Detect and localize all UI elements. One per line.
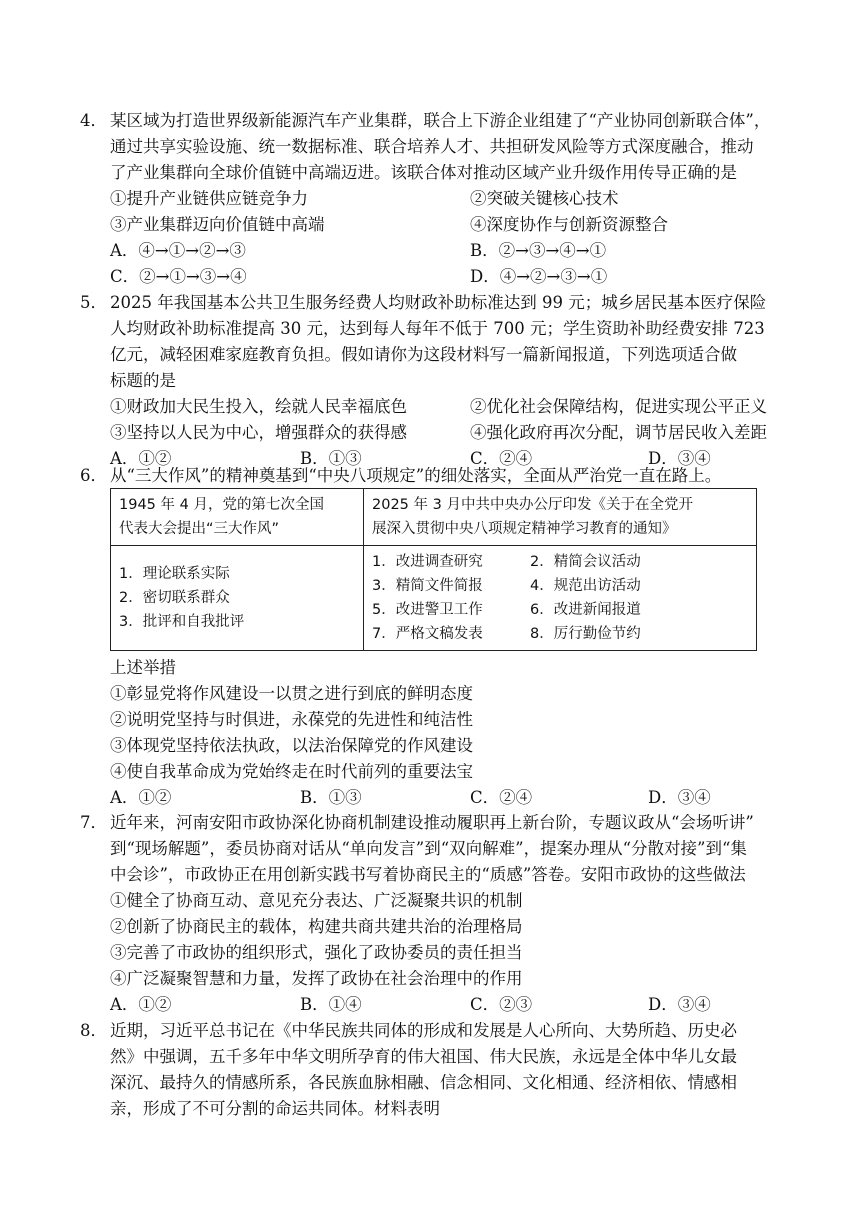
answer-option[interactable]: C．②④ (470, 788, 533, 807)
statement-item: ③完善了市政协的组织形式，强化了政协委员的责任担当 (110, 943, 523, 962)
question-text: 亲，形成了不可分割的命运共同体。材料表明 (110, 1099, 440, 1118)
table-header-text: 1945 年 4 月，党的第七次全国 (119, 497, 324, 513)
statement-item: ③产业集群迈向价值链中高端 (110, 215, 325, 234)
statement-item: ③坚持以人民为中心，增强群众的获得感 (110, 423, 407, 442)
question-number: 7． (80, 813, 107, 832)
statement-item: ①提升产业链供应链竞争力 (110, 189, 308, 208)
answer-option[interactable]: D．③④ (648, 449, 711, 468)
question-text: 了产业集群向全球价值链中高端迈进。该联合体对推动区域产业升级作用传导正确的是 (110, 163, 737, 182)
answer-option[interactable]: B．①③ (300, 788, 362, 807)
question-text: 人均财政补助标准提高 30 元，达到每人每年不低于 700 元；学生资助补助经费安排 723 (110, 319, 765, 338)
answer-option[interactable]: D．③④ (648, 995, 711, 1014)
answer-option[interactable]: C．②③ (470, 995, 533, 1014)
question-number: 4． (80, 111, 107, 130)
table-cell-text: 2．精简会议活动 (530, 554, 641, 570)
table-cell (111, 546, 364, 651)
statement-item: ②创新了协商民主的载体，构建共商共建共治的治理格局 (110, 917, 523, 936)
table-row (111, 546, 757, 651)
statement-item: ④广泛凝聚智慧和力量，发挥了政协在社会治理中的作用 (110, 969, 523, 988)
table-cell (364, 546, 757, 651)
question-text: 然》中强调，五千多年中华文明所孕育的伟大祖国、伟大民族，永远是全体中华儿女最 (110, 1047, 737, 1066)
answer-option[interactable]: A．④→①→②→③ (110, 241, 246, 260)
question-number: 6． (80, 466, 107, 485)
question-text: 深沉、最持久的情感所系，各民族血脉相融、信念相同、文化相通、经济相依、情感相 (110, 1073, 737, 1092)
question-text: 某区域为打造世界级新能源汽车产业集群，联合上下游企业组建了“产业协同创新联合体”， (110, 111, 771, 130)
question-text: 通过共享实验设施、统一数据标准、联合培养人才、共担研发风险等方式深度融合，推动 (110, 137, 754, 156)
table-cell-text: 4．规范出访活动 (530, 578, 641, 594)
table-header-row (111, 489, 757, 546)
answer-option[interactable]: C．②④ (470, 449, 533, 468)
statement-item: ④强化政府再次分配，调节居民收入差距 (470, 423, 767, 442)
question-number: 8． (80, 1021, 107, 1040)
question-text: 2025 年我国基本公共卫生服务经费人均财政补助标准达到 99 元；城乡居民基本医疗保险 (110, 293, 767, 312)
statement-item: ①财政加大民生投入，绘就人民幸福底色 (110, 397, 407, 416)
table-header-cell (111, 489, 364, 546)
table-cell-text: 3．精简文件简报 (372, 578, 483, 594)
statement-item: ③体现党坚持依法执政，以法治保障党的作风建设 (110, 736, 473, 755)
comparison-table (110, 488, 757, 651)
statement-item: ①彰显党将作风建设一以贯之进行到底的鲜明态度 (110, 684, 473, 703)
question-text: 从“三大作风”的精神奠基到“中央八项规定”的细处落实，全面从严治党一直在路上。 (110, 466, 722, 485)
question-text: 亿元，减轻困难家庭教育负担。假如请你为这段材料写一篇新闻报道，下列选项适合做 (110, 345, 737, 364)
answer-option[interactable]: B．②→③→④→① (470, 241, 607, 260)
question-text: 近年来，河南安阳市政协深化协商机制建设推动履职再上新台阶，专题议政从“会场听讲” (110, 813, 754, 832)
table-cell-text: 8．厉行勤俭节约 (530, 626, 641, 642)
table-header-text: 展深入贯彻中央八项规定精神学习教育的通知》 (372, 521, 677, 537)
table-header-text: 代表大会提出“三大作风” (119, 521, 280, 537)
table-header-text: 2025 年 3 月中共中央办公厅印发《关于在全党开 (372, 497, 693, 513)
table-cell-text: 2．密切联系群众 (119, 590, 230, 606)
statement-item: ②优化社会保障结构，促进实现公平正义 (470, 397, 767, 416)
answer-option[interactable]: D．③④ (648, 788, 711, 807)
statement-item: ④使自我革命成为党始终走在时代前列的重要法宝 (110, 762, 473, 781)
answer-option[interactable]: A．①② (110, 449, 172, 468)
question-text: 中会诊”，市政协正在用创新实践书写着协商民主的“质感”答卷。安阳市政协的这些做法 (110, 865, 746, 884)
question-text: 近期，习近平总书记在《中华民族共同体的形成和发展是人心所向、大势所趋、历史必 (110, 1021, 737, 1040)
question-text: 到“现场解题”，委员协商对话从“单向发言”到“双向解难”，提案办理从“分散对接”到“集 (110, 839, 747, 858)
table-header-cell (364, 489, 757, 546)
table-cell-text: 1．理论联系实际 (119, 566, 230, 582)
statement-item: ②突破关键核心技术 (470, 189, 619, 208)
question-number: 5． (80, 293, 107, 312)
answer-option[interactable]: A．①② (110, 788, 172, 807)
table-cell-text: 7．严格文稿发表 (372, 626, 483, 642)
table-cell-text: 6．改进新闻报道 (530, 602, 641, 618)
statement-item: ②说明党坚持与时俱进，永葆党的先进性和纯洁性 (110, 710, 473, 729)
answer-option[interactable]: C．②→①→③→④ (110, 267, 247, 286)
table-cell-text: 1．改进调查研究 (372, 554, 483, 570)
answer-option[interactable]: A．①② (110, 995, 172, 1014)
statement-item: ④深度协作与创新资源整合 (470, 215, 668, 234)
answer-option[interactable]: D．④→②→③→① (470, 267, 608, 286)
answer-option[interactable]: B．①③ (300, 449, 362, 468)
question-text: 标题的是 (110, 371, 176, 390)
table-cell-text: 5．改进警卫工作 (372, 602, 483, 618)
answer-option[interactable]: B．①④ (300, 995, 362, 1014)
table-cell-text: 3．批评和自我批评 (119, 614, 245, 630)
question-stem: 上述举措 (110, 658, 176, 677)
statement-item: ①健全了协商互动、意见充分表达、广泛凝聚共识的机制 (110, 891, 523, 910)
